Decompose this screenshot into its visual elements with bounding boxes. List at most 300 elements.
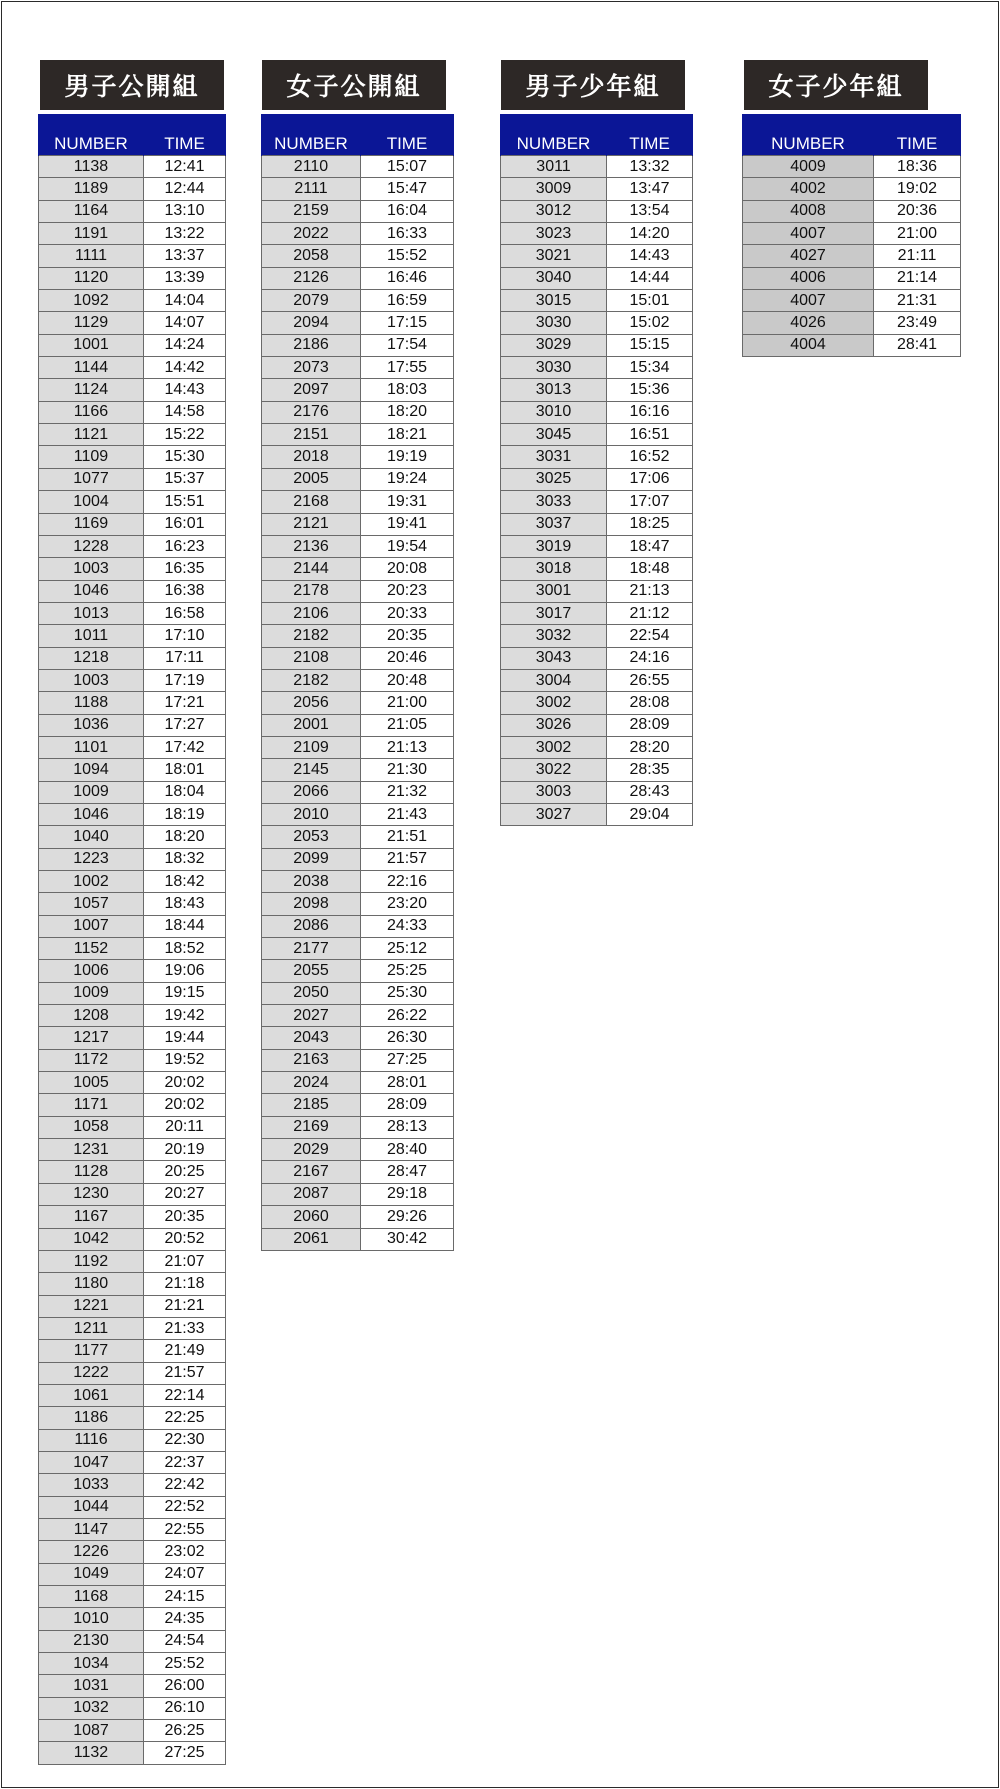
bib-number-cell: 2027 [262, 1005, 361, 1027]
bib-number-cell: 1040 [39, 826, 144, 848]
bib-number-cell: 1186 [39, 1407, 144, 1429]
table-row [39, 803, 226, 825]
bib-number-cell: 1036 [39, 714, 144, 736]
finish-time-cell: 28:01 [361, 1072, 454, 1094]
bib-number-cell: 2087 [262, 1183, 361, 1205]
bib-number-cell: 2066 [262, 781, 361, 803]
finish-time-cell: 26:00 [144, 1675, 226, 1697]
finish-time-cell: 29:18 [361, 1183, 454, 1205]
bib-number-cell: 1226 [39, 1541, 144, 1563]
table-row [39, 379, 226, 401]
table-row [501, 468, 693, 490]
finish-time-cell: 21:33 [144, 1317, 226, 1339]
bib-number-cell: 3023 [501, 223, 607, 245]
table-row [39, 290, 226, 312]
table-row [262, 468, 454, 490]
bib-number-cell: 1044 [39, 1496, 144, 1518]
finish-time-cell: 22:16 [361, 871, 454, 893]
finish-time-cell: 15:30 [144, 446, 226, 468]
finish-time-cell: 16:52 [607, 446, 693, 468]
bib-number-cell: 3019 [501, 535, 607, 557]
bib-number-cell: 1061 [39, 1384, 144, 1406]
finish-time-cell: 14:58 [144, 401, 226, 423]
bib-number-cell: 2024 [262, 1072, 361, 1094]
table-row [262, 848, 454, 870]
column-header-number: NUMBER [743, 114, 874, 156]
finish-time-cell: 25:25 [361, 960, 454, 982]
table-row [743, 200, 961, 222]
table-row [39, 1429, 226, 1451]
bib-number-cell: 1094 [39, 759, 144, 781]
table-row [501, 714, 693, 736]
table-header-row [501, 114, 693, 156]
bib-number-cell: 2163 [262, 1049, 361, 1071]
table-row [262, 357, 454, 379]
finish-time-cell: 26:55 [607, 669, 693, 691]
column-header-number: NUMBER [501, 114, 607, 156]
finish-time-cell: 12:41 [144, 156, 226, 178]
table-row [743, 156, 961, 178]
bib-number-cell: 1046 [39, 803, 144, 825]
bib-number-cell: 2159 [262, 200, 361, 222]
finish-time-cell: 15:52 [361, 245, 454, 267]
finish-time-cell: 14:44 [607, 267, 693, 289]
finish-time-cell: 28:40 [361, 1139, 454, 1161]
finish-time-cell: 14:43 [144, 379, 226, 401]
table-row [39, 1630, 226, 1652]
finish-time-cell: 21:14 [874, 267, 961, 289]
table-row [39, 871, 226, 893]
table-row [39, 669, 226, 691]
finish-time-cell: 16:46 [361, 267, 454, 289]
finish-time-cell: 16:58 [144, 602, 226, 624]
bib-number-cell: 4006 [743, 267, 874, 289]
finish-time-cell: 20:46 [361, 647, 454, 669]
bib-number-cell: 1087 [39, 1720, 144, 1742]
bib-number-cell: 3029 [501, 334, 607, 356]
bib-number-cell: 4002 [743, 178, 874, 200]
finish-time-cell: 18:19 [144, 803, 226, 825]
bib-number-cell: 1077 [39, 468, 144, 490]
table-row [39, 1273, 226, 1295]
bib-number-cell: 1132 [39, 1742, 144, 1764]
table-row [262, 893, 454, 915]
bib-number-cell: 1189 [39, 178, 144, 200]
finish-time-cell: 26:25 [144, 1720, 226, 1742]
bib-number-cell: 1031 [39, 1675, 144, 1697]
finish-time-cell: 21:18 [144, 1273, 226, 1295]
finish-time-cell: 18:47 [607, 535, 693, 557]
finish-time-cell: 21:57 [144, 1362, 226, 1384]
finish-time-cell: 14:24 [144, 334, 226, 356]
table-header-row [39, 114, 226, 156]
bib-number-cell: 3026 [501, 714, 607, 736]
column-header-time: TIME [874, 114, 961, 156]
bib-number-cell: 2029 [262, 1139, 361, 1161]
finish-time-cell: 19:54 [361, 535, 454, 557]
table-row [262, 1139, 454, 1161]
bib-number-cell: 2094 [262, 312, 361, 334]
table-row [262, 1027, 454, 1049]
finish-time-cell: 15:47 [361, 178, 454, 200]
finish-time-cell: 14:43 [607, 245, 693, 267]
table-row [262, 1161, 454, 1183]
finish-time-cell: 19:15 [144, 982, 226, 1004]
bib-number-cell: 4004 [743, 334, 874, 356]
bib-number-cell: 1049 [39, 1563, 144, 1585]
table-row [39, 1407, 226, 1429]
table-row [262, 1049, 454, 1071]
finish-time-cell: 14:20 [607, 223, 693, 245]
table-row [39, 468, 226, 490]
finish-time-cell: 21:00 [874, 223, 961, 245]
bib-number-cell: 1169 [39, 513, 144, 535]
finish-time-cell: 23:20 [361, 893, 454, 915]
table-row [39, 915, 226, 937]
finish-time-cell: 22:54 [607, 625, 693, 647]
finish-time-cell: 21:07 [144, 1250, 226, 1272]
finish-time-cell: 22:55 [144, 1518, 226, 1540]
table-row [743, 334, 961, 356]
table-row [39, 759, 226, 781]
bib-number-cell: 4027 [743, 245, 874, 267]
finish-time-cell: 28:13 [361, 1116, 454, 1138]
table-row [39, 1049, 226, 1071]
bib-number-cell: 3001 [501, 580, 607, 602]
finish-time-cell: 15:36 [607, 379, 693, 401]
table-row [262, 736, 454, 758]
finish-time-cell: 15:22 [144, 424, 226, 446]
finish-time-cell: 21:30 [361, 759, 454, 781]
table-row [39, 513, 226, 535]
bib-number-cell: 1006 [39, 960, 144, 982]
table-row [39, 312, 226, 334]
table-row [39, 647, 226, 669]
finish-time-cell: 20:27 [144, 1183, 226, 1205]
bib-number-cell: 1166 [39, 401, 144, 423]
finish-time-cell: 21:21 [144, 1295, 226, 1317]
finish-time-cell: 16:01 [144, 513, 226, 535]
bib-number-cell: 1109 [39, 446, 144, 468]
finish-time-cell: 16:33 [361, 223, 454, 245]
finish-time-cell: 20:02 [144, 1094, 226, 1116]
table-row [262, 625, 454, 647]
finish-time-cell: 17:42 [144, 736, 226, 758]
finish-time-cell: 19:41 [361, 513, 454, 535]
column-header-time: TIME [607, 114, 693, 156]
finish-time-cell: 22:25 [144, 1407, 226, 1429]
finish-time-cell: 19:24 [361, 468, 454, 490]
table-row [743, 178, 961, 200]
table-row [262, 446, 454, 468]
finish-time-cell: 22:52 [144, 1496, 226, 1518]
bib-number-cell: 2136 [262, 535, 361, 557]
finish-time-cell: 20:48 [361, 669, 454, 691]
table-row [39, 535, 226, 557]
table-row [39, 1005, 226, 1027]
finish-time-cell: 19:31 [361, 491, 454, 513]
finish-time-cell: 16:23 [144, 535, 226, 557]
finish-time-cell: 16:38 [144, 580, 226, 602]
bib-number-cell: 4008 [743, 200, 874, 222]
table-row [501, 223, 693, 245]
finish-time-cell: 29:26 [361, 1206, 454, 1228]
bib-number-cell: 1011 [39, 625, 144, 647]
table-row [743, 223, 961, 245]
bib-number-cell: 1010 [39, 1608, 144, 1630]
bib-number-cell: 2053 [262, 826, 361, 848]
bib-number-cell: 2050 [262, 982, 361, 1004]
bib-number-cell: 3004 [501, 669, 607, 691]
finish-time-cell: 18:36 [874, 156, 961, 178]
table-row [501, 178, 693, 200]
finish-time-cell: 25:12 [361, 938, 454, 960]
bib-number-cell: 1003 [39, 669, 144, 691]
bib-number-cell: 3011 [501, 156, 607, 178]
finish-time-cell: 21:05 [361, 714, 454, 736]
table-row [262, 178, 454, 200]
finish-time-cell: 14:42 [144, 357, 226, 379]
table-row [262, 200, 454, 222]
finish-time-cell: 17:15 [361, 312, 454, 334]
bib-number-cell: 1167 [39, 1206, 144, 1228]
table-row [501, 401, 693, 423]
table-row [262, 915, 454, 937]
bib-number-cell: 2151 [262, 424, 361, 446]
finish-time-cell: 21:12 [607, 602, 693, 624]
table-row [262, 982, 454, 1004]
bib-number-cell: 1013 [39, 602, 144, 624]
finish-time-cell: 20:25 [144, 1161, 226, 1183]
table-row [39, 714, 226, 736]
table-row [262, 1206, 454, 1228]
bib-number-cell: 1116 [39, 1429, 144, 1451]
finish-time-cell: 21:49 [144, 1340, 226, 1362]
group-title: 女子少年組 [744, 60, 928, 110]
finish-time-cell: 16:16 [607, 401, 693, 423]
finish-time-cell: 13:37 [144, 245, 226, 267]
results-table [261, 114, 454, 1251]
finish-time-cell: 17:07 [607, 491, 693, 513]
table-row [262, 1072, 454, 1094]
table-row [39, 781, 226, 803]
bib-number-cell: 2097 [262, 379, 361, 401]
bib-number-cell: 3027 [501, 803, 607, 825]
bib-number-cell: 2099 [262, 848, 361, 870]
bib-number-cell: 3018 [501, 558, 607, 580]
finish-time-cell: 15:37 [144, 468, 226, 490]
table-row [501, 535, 693, 557]
column-header-time: TIME [361, 114, 454, 156]
table-row [743, 290, 961, 312]
bib-number-cell: 4007 [743, 223, 874, 245]
bib-number-cell: 4009 [743, 156, 874, 178]
table-row [39, 334, 226, 356]
table-row [262, 692, 454, 714]
finish-time-cell: 17:06 [607, 468, 693, 490]
table-row [39, 1586, 226, 1608]
table-row [262, 714, 454, 736]
bib-number-cell: 1002 [39, 871, 144, 893]
table-row [39, 1474, 226, 1496]
finish-time-cell: 26:22 [361, 1005, 454, 1027]
finish-time-cell: 27:25 [144, 1742, 226, 1764]
finish-time-cell: 17:55 [361, 357, 454, 379]
table-row [501, 759, 693, 781]
finish-time-cell: 28:47 [361, 1161, 454, 1183]
finish-time-cell: 20:36 [874, 200, 961, 222]
table-row [262, 580, 454, 602]
finish-time-cell: 13:54 [607, 200, 693, 222]
finish-time-cell: 28:09 [607, 714, 693, 736]
bib-number-cell: 2073 [262, 357, 361, 379]
bib-number-cell: 3002 [501, 692, 607, 714]
table-row [262, 781, 454, 803]
bib-number-cell: 1007 [39, 915, 144, 937]
table-row [39, 692, 226, 714]
finish-time-cell: 20:33 [361, 602, 454, 624]
bib-number-cell: 1228 [39, 535, 144, 557]
finish-time-cell: 28:09 [361, 1094, 454, 1116]
finish-time-cell: 17:19 [144, 669, 226, 691]
bib-number-cell: 1147 [39, 1518, 144, 1540]
table-row [262, 558, 454, 580]
finish-time-cell: 18:48 [607, 558, 693, 580]
bib-number-cell: 1042 [39, 1228, 144, 1250]
finish-time-cell: 20:35 [144, 1206, 226, 1228]
finish-time-cell: 15:07 [361, 156, 454, 178]
finish-time-cell: 17:21 [144, 692, 226, 714]
bib-number-cell: 2121 [262, 513, 361, 535]
table-row [39, 625, 226, 647]
bib-number-cell: 2058 [262, 245, 361, 267]
table-row [262, 1116, 454, 1138]
bib-number-cell: 1001 [39, 334, 144, 356]
finish-time-cell: 13:47 [607, 178, 693, 200]
table-row [39, 938, 226, 960]
table-row [501, 357, 693, 379]
table-header-row [262, 114, 454, 156]
table-row [262, 647, 454, 669]
table-row [743, 312, 961, 334]
bib-number-cell: 1046 [39, 580, 144, 602]
bib-number-cell: 2178 [262, 580, 361, 602]
table-row [39, 848, 226, 870]
bib-number-cell: 3045 [501, 424, 607, 446]
bib-number-cell: 1032 [39, 1697, 144, 1719]
bib-number-cell: 3037 [501, 513, 607, 535]
bib-number-cell: 1192 [39, 1250, 144, 1272]
bib-number-cell: 2186 [262, 334, 361, 356]
table-row [262, 401, 454, 423]
table-row [262, 424, 454, 446]
finish-time-cell: 18:04 [144, 781, 226, 803]
finish-time-cell: 22:30 [144, 1429, 226, 1451]
finish-time-cell: 21:11 [874, 245, 961, 267]
table-row [501, 692, 693, 714]
bib-number-cell: 1168 [39, 1586, 144, 1608]
finish-time-cell: 24:35 [144, 1608, 226, 1630]
bib-number-cell: 1034 [39, 1653, 144, 1675]
bib-number-cell: 3009 [501, 178, 607, 200]
table-row [262, 826, 454, 848]
bib-number-cell: 1138 [39, 156, 144, 178]
table-row [39, 1675, 226, 1697]
finish-time-cell: 24:33 [361, 915, 454, 937]
results-table [500, 114, 693, 826]
table-row [39, 558, 226, 580]
bib-number-cell: 2043 [262, 1027, 361, 1049]
bib-number-cell: 2022 [262, 223, 361, 245]
finish-time-cell: 25:30 [361, 982, 454, 1004]
bib-number-cell: 1152 [39, 938, 144, 960]
bib-number-cell: 2056 [262, 692, 361, 714]
bib-number-cell: 2005 [262, 468, 361, 490]
bib-number-cell: 2108 [262, 647, 361, 669]
bib-number-cell: 1058 [39, 1116, 144, 1138]
bib-number-cell: 1033 [39, 1474, 144, 1496]
bib-number-cell: 1004 [39, 491, 144, 513]
finish-time-cell: 12:44 [144, 178, 226, 200]
finish-time-cell: 20:11 [144, 1116, 226, 1138]
bib-number-cell: 1057 [39, 893, 144, 915]
finish-time-cell: 18:01 [144, 759, 226, 781]
table-row [39, 1362, 226, 1384]
bib-number-cell: 2001 [262, 714, 361, 736]
table-row [501, 513, 693, 535]
results-table [742, 114, 961, 357]
finish-time-cell: 19:44 [144, 1027, 226, 1049]
finish-time-cell: 13:22 [144, 223, 226, 245]
table-row [39, 401, 226, 423]
finish-time-cell: 18:20 [144, 826, 226, 848]
bib-number-cell: 1120 [39, 267, 144, 289]
table-row [262, 290, 454, 312]
table-row [39, 1541, 226, 1563]
finish-time-cell: 16:35 [144, 558, 226, 580]
table-row [39, 357, 226, 379]
bib-number-cell: 3030 [501, 357, 607, 379]
table-row [501, 379, 693, 401]
bib-number-cell: 2106 [262, 602, 361, 624]
table-row [39, 245, 226, 267]
table-row [39, 1250, 226, 1272]
table-row [262, 267, 454, 289]
bib-number-cell: 3031 [501, 446, 607, 468]
table-row [39, 178, 226, 200]
column-header-time: TIME [144, 114, 226, 156]
table-row [39, 1228, 226, 1250]
finish-time-cell: 20:35 [361, 625, 454, 647]
finish-time-cell: 14:04 [144, 290, 226, 312]
bib-number-cell: 1128 [39, 1161, 144, 1183]
table-row [39, 960, 226, 982]
bib-number-cell: 1047 [39, 1451, 144, 1473]
table-row [262, 602, 454, 624]
column-header-number: NUMBER [39, 114, 144, 156]
table-row [39, 1317, 226, 1339]
finish-time-cell: 18:43 [144, 893, 226, 915]
table-row [501, 334, 693, 356]
bib-number-cell: 2182 [262, 669, 361, 691]
bib-number-cell: 1144 [39, 357, 144, 379]
bib-number-cell: 2111 [262, 178, 361, 200]
table-row [39, 1720, 226, 1742]
table-row [39, 1139, 226, 1161]
table-row [501, 580, 693, 602]
bib-number-cell: 2086 [262, 915, 361, 937]
finish-time-cell: 21:13 [607, 580, 693, 602]
